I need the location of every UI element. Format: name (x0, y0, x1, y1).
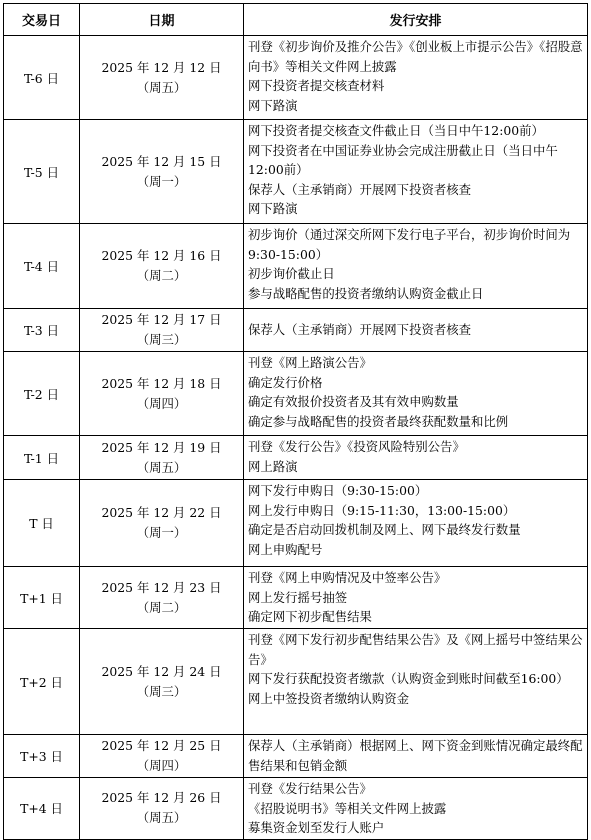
arrangement-item: 募集资金划至发行人账户 (248, 820, 385, 835)
arrangement-item: 确定是否启动回拨机制及网上、网下最终发行数量 (248, 522, 521, 537)
arrangement-item: 网上中签投资者缴纳认购资金 (248, 690, 410, 706)
arrangement-item: 确定发行价格 (248, 374, 323, 390)
arrangement-item: 刊登《发行公告》《投资风险特别公告》 (248, 439, 465, 454)
arrangement-item: 刊登《网上路演公告》 (248, 355, 372, 370)
arrangement-item: 网下投资者在中国证券业协会完成注册截止日（当日中午12:00前） (248, 142, 558, 177)
arrangement-item: 网下路演 (248, 201, 298, 216)
date-text: 2025 年 12 月 23 日 (101, 579, 222, 595)
arrangement-item: 网下投资者提交核查文件截止日（当日中午12:00前） (248, 123, 544, 138)
weekday-text: （周一） (136, 173, 187, 189)
arrangement-item: 保荐人（主承销商）开展网下投资者核查 (248, 181, 472, 197)
trading-day-cell: T+4 日 (4, 778, 80, 840)
table-row (4, 629, 588, 735)
arrangement-item: 刊登《初步询价及推介公告》《创业板上市提示公告》《招股意向书》等相关文件网上披露 (248, 39, 583, 74)
arrangement-cell (244, 309, 588, 352)
arrangement-item: 网上发行申购日（9:15-11:30，13:00-15:00） (248, 502, 516, 518)
weekday-text: （周二） (136, 599, 187, 615)
arrangement-item: 《招股说明书》等相关文件网上披露 (248, 800, 447, 816)
table-row (4, 480, 588, 567)
date-text: 2025 年 12 月 17 日 (101, 312, 222, 327)
date-text: 2025 年 12 月 19 日 (101, 439, 222, 455)
arrangement-cell (244, 567, 588, 629)
date-text: 2025 年 12 月 12 日 (101, 59, 222, 75)
weekday-text: （周二） (136, 268, 187, 283)
table-row (4, 352, 588, 436)
issuance-schedule-table (3, 3, 588, 840)
trading-day-cell: T-5 日 (4, 120, 80, 224)
table-row (4, 436, 588, 480)
arrangement-cell (244, 778, 588, 840)
date-cell (80, 778, 244, 840)
arrangement-item: 网下发行获配投资者缴款（认购资金到账时间截至16:00） (248, 671, 569, 686)
trading-day-cell: T-2 日 (4, 352, 80, 436)
trading-day-cell: T+3 日 (4, 735, 80, 778)
arrangement-item: 保荐人（主承销商）开展网下投资者核查 (248, 322, 472, 338)
arrangement-item: 确定参与战略配售的投资者最终获配数量和比例 (248, 413, 509, 429)
date-cell (80, 309, 244, 352)
weekday-text: （周五） (136, 810, 187, 826)
weekday-text: （周三） (136, 332, 187, 347)
weekday-text: （周四） (136, 758, 187, 773)
trading-day-cell: T-6 日 (4, 36, 80, 120)
table-row (4, 224, 588, 309)
arrangement-item: 保荐人（主承销商）根据网上、网下资金到账情况确定最终配售结果和包销金额 (248, 738, 583, 773)
trading-day-cell: T-3 日 (4, 309, 80, 352)
arrangement-cell (244, 224, 588, 309)
arrangement-cell (244, 480, 588, 567)
table-row (4, 120, 588, 224)
date-text: 2025 年 12 月 24 日 (101, 663, 222, 679)
date-cell (80, 352, 244, 436)
trading-day-cell: T+2 日 (4, 629, 80, 735)
date-text: 2025 年 12 月 18 日 (101, 375, 222, 391)
arrangement-item: 刊登《网上申购情况及中签率公告》 (248, 570, 447, 585)
arrangement-cell (244, 436, 588, 480)
trading-day-cell: T-1 日 (4, 436, 80, 480)
arrangement-cell (244, 629, 588, 735)
arrangement-item: 网上发行摇号抽签 (248, 589, 348, 605)
arrangement-item: 网上申购配号 (248, 541, 323, 557)
weekday-text: （周四） (136, 395, 187, 411)
arrangement-cell (244, 735, 588, 778)
header-date: 日期 (80, 4, 244, 36)
table-row (4, 309, 588, 352)
arrangement-item: 网下路演 (248, 97, 298, 113)
date-text: 2025 年 12 月 25 日 (101, 738, 222, 753)
date-text: 2025 年 12 月 26 日 (101, 790, 222, 806)
arrangement-cell (244, 120, 588, 224)
trading-day-cell: T-4 日 (4, 224, 80, 309)
weekday-text: （周五） (136, 79, 187, 95)
trading-day-cell: T 日 (4, 480, 80, 567)
date-text: 2025 年 12 月 16 日 (101, 248, 222, 263)
arrangement-item: 网上路演 (248, 458, 298, 474)
arrangement-item: 初步询价截止日 (248, 266, 335, 281)
trading-day-cell: T+1 日 (4, 567, 80, 629)
date-cell (80, 629, 244, 735)
weekday-text: （周三） (136, 683, 187, 699)
weekday-text: （周五） (136, 459, 187, 475)
date-text: 2025 年 12 月 15 日 (101, 153, 222, 169)
arrangement-item: 刊登《网下发行初步配售结果公告》及《网上摇号中签结果公告》 (248, 632, 583, 667)
date-cell (80, 120, 244, 224)
date-cell (80, 224, 244, 309)
arrangement-item: 确定有效报价投资者及其有效申购数量 (248, 394, 459, 409)
date-text: 2025 年 12 月 22 日 (101, 505, 222, 520)
header-arrangement: 发行安排 (244, 4, 588, 36)
table-row (4, 778, 588, 840)
date-cell (80, 480, 244, 567)
header-trading-day: 交易日 (4, 4, 80, 36)
table-row (4, 36, 588, 120)
date-cell (80, 567, 244, 629)
arrangement-item: 初步询价（通过深交所网下发行电子平台，初步询价时间为 9:30-15:00） (248, 227, 571, 262)
date-cell (80, 36, 244, 120)
arrangement-item: 确定网下初步配售结果 (248, 609, 372, 624)
header-row (4, 4, 588, 36)
arrangement-cell (244, 36, 588, 120)
arrangement-item: 刊登《发行结果公告》 (248, 781, 372, 796)
arrangement-item: 网下发行申购日（9:30-15:00） (248, 483, 428, 498)
arrangement-cell (244, 352, 588, 436)
table-row (4, 735, 588, 778)
date-cell (80, 735, 244, 778)
date-cell (80, 436, 244, 480)
table-row (4, 567, 588, 629)
arrangement-item: 网下投资者提交核查材料 (248, 78, 385, 93)
weekday-text: （周一） (136, 525, 187, 540)
arrangement-item: 参与战略配售的投资者缴纳认购资金截止日 (248, 285, 484, 301)
